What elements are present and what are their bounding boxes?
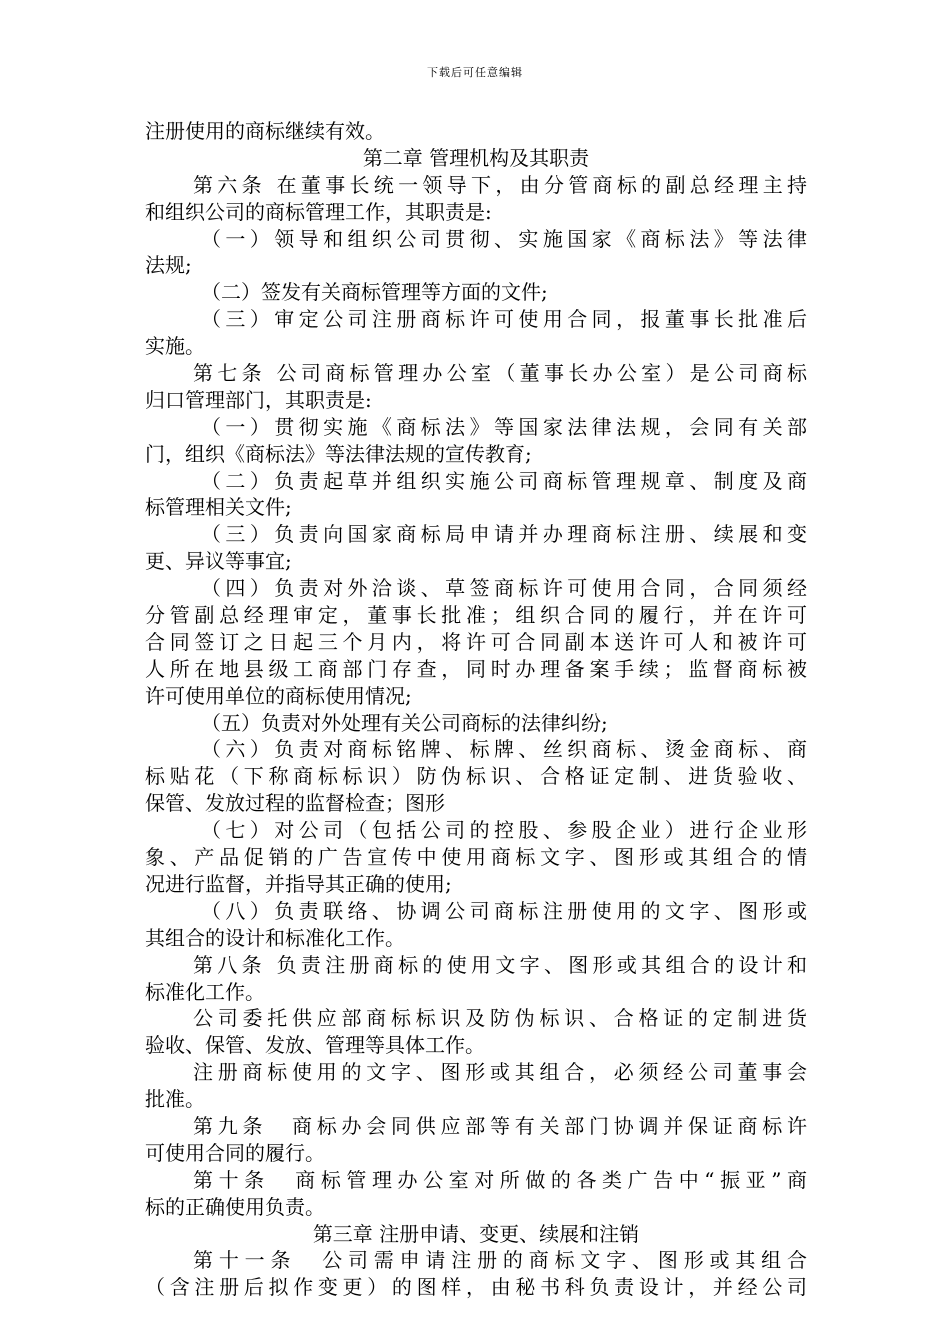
text-line: 更、异议等事宜; — [145, 549, 292, 574]
text-line: （三）审定公司注册商标许可使用合同，报董事长批准后 — [201, 307, 807, 332]
page-header: 下载后可任意编辑 — [427, 66, 523, 79]
text-line: 注册商标使用的文字、图形或其组合，必须经公司董事会 — [193, 1060, 807, 1085]
text-line: （一）贯彻实施《商标法》等国家法律法规，会同有关部 — [201, 414, 807, 439]
text-line: 归口管理部门，其职责是: — [145, 387, 372, 412]
text-line: （四）负责对外洽谈、草签商标许可使用合同，合同须经 — [201, 576, 807, 601]
text-line: 第七条 公司商标管理办公室（董事长办公室）是公司商标 — [193, 361, 807, 386]
text-line: 标准化工作。 — [145, 979, 265, 1004]
text-line: 许可使用单位的商标使用情况; — [145, 683, 412, 708]
text-line: 第十一条 公司需申请注册的商标文字、图形或其组合 — [193, 1248, 807, 1273]
text-line: （二）负责起草并组织实施公司商标管理规章、制度及商 — [201, 468, 807, 493]
text-line: 第九条 商标办会同供应部等有关部门协调并保证商标许 — [193, 1113, 807, 1138]
text-line: （六）负责对商标铭牌、标牌、丝织商标、烫金商标、商 — [201, 737, 807, 762]
text-line: （五）负责对外处理有关公司商标的法律纠纷; — [201, 710, 608, 735]
text-line: 门，组织《商标法》等法律法规的宣传教育; — [145, 441, 532, 466]
text-line: （七）对公司（包括公司的控股、参股企业）进行企业形 — [201, 818, 807, 843]
text-line: 验收、保管、发放、管理等具体工作。 — [145, 1033, 485, 1058]
text-line: 第八条 负责注册商标的使用文字、图形或其组合的设计和 — [193, 952, 807, 977]
text-line: 保管、发放过程的监督检查；图形 — [145, 791, 445, 816]
text-line: 合同签订之日起三个月内，将许可合同副本送许可人和被许可 — [145, 629, 807, 654]
text-line: （二）签发有关商标管理等方面的文件; — [201, 280, 548, 305]
text-line: 第三章 注册申请、变更、续展和注销 — [312, 1221, 640, 1246]
text-line: 标管理相关文件; — [145, 495, 292, 520]
text-line: 批准。 — [145, 1087, 205, 1112]
text-line: 其组合的设计和标准化工作。 — [145, 925, 405, 950]
document-body — [145, 118, 807, 1301]
text-line: 象、产品促销的广告宣传中使用商标文字、图形或其组合的情 — [145, 845, 807, 870]
text-line: 标的正确使用负责。 — [145, 1194, 325, 1219]
text-line: 实施。 — [145, 334, 205, 359]
text-line: 可使用合同的履行。 — [145, 1140, 325, 1165]
text-line: 第十条 商标管理办公室对所做的各类广告中“振亚”商 — [193, 1167, 807, 1192]
text-line: 公司委托供应部商标标识及防伪标识、合格证的定制进货 — [193, 1006, 807, 1031]
text-line: （含注册后拟作变更）的图样，由秘书科负责设计，并经公司 — [145, 1275, 807, 1300]
text-line: （三）负责向国家商标局申请并办理商标注册、续展和变 — [201, 522, 807, 547]
text-line: 第二章 管理机构及其职责 — [362, 145, 590, 170]
text-line: 标贴花（下称商标标识）防伪标识、合格证定制、进货验收、 — [145, 764, 807, 789]
text-line: 人所在地县级工商部门存查，同时办理备案手续；监督商标被 — [145, 656, 807, 681]
text-line: 法规; — [145, 253, 192, 278]
text-line: 分管副总经理审定，董事长批准；组织合同的履行，并在许可 — [145, 603, 807, 628]
text-line: 和组织公司的商标管理工作，其职责是: — [145, 199, 492, 224]
text-line: 况进行监督，并指导其正确的使用; — [145, 871, 452, 896]
text-line: （八）负责联络、协调公司商标注册使用的文字、图形或 — [201, 898, 807, 923]
text-line: （一）领导和组织公司贯彻、实施国家《商标法》等法律 — [201, 226, 807, 251]
text-line: 注册使用的商标继续有效。 — [145, 119, 385, 143]
text-line: 第六条 在董事长统一领导下，由分管商标的副总经理主持 — [193, 172, 807, 197]
